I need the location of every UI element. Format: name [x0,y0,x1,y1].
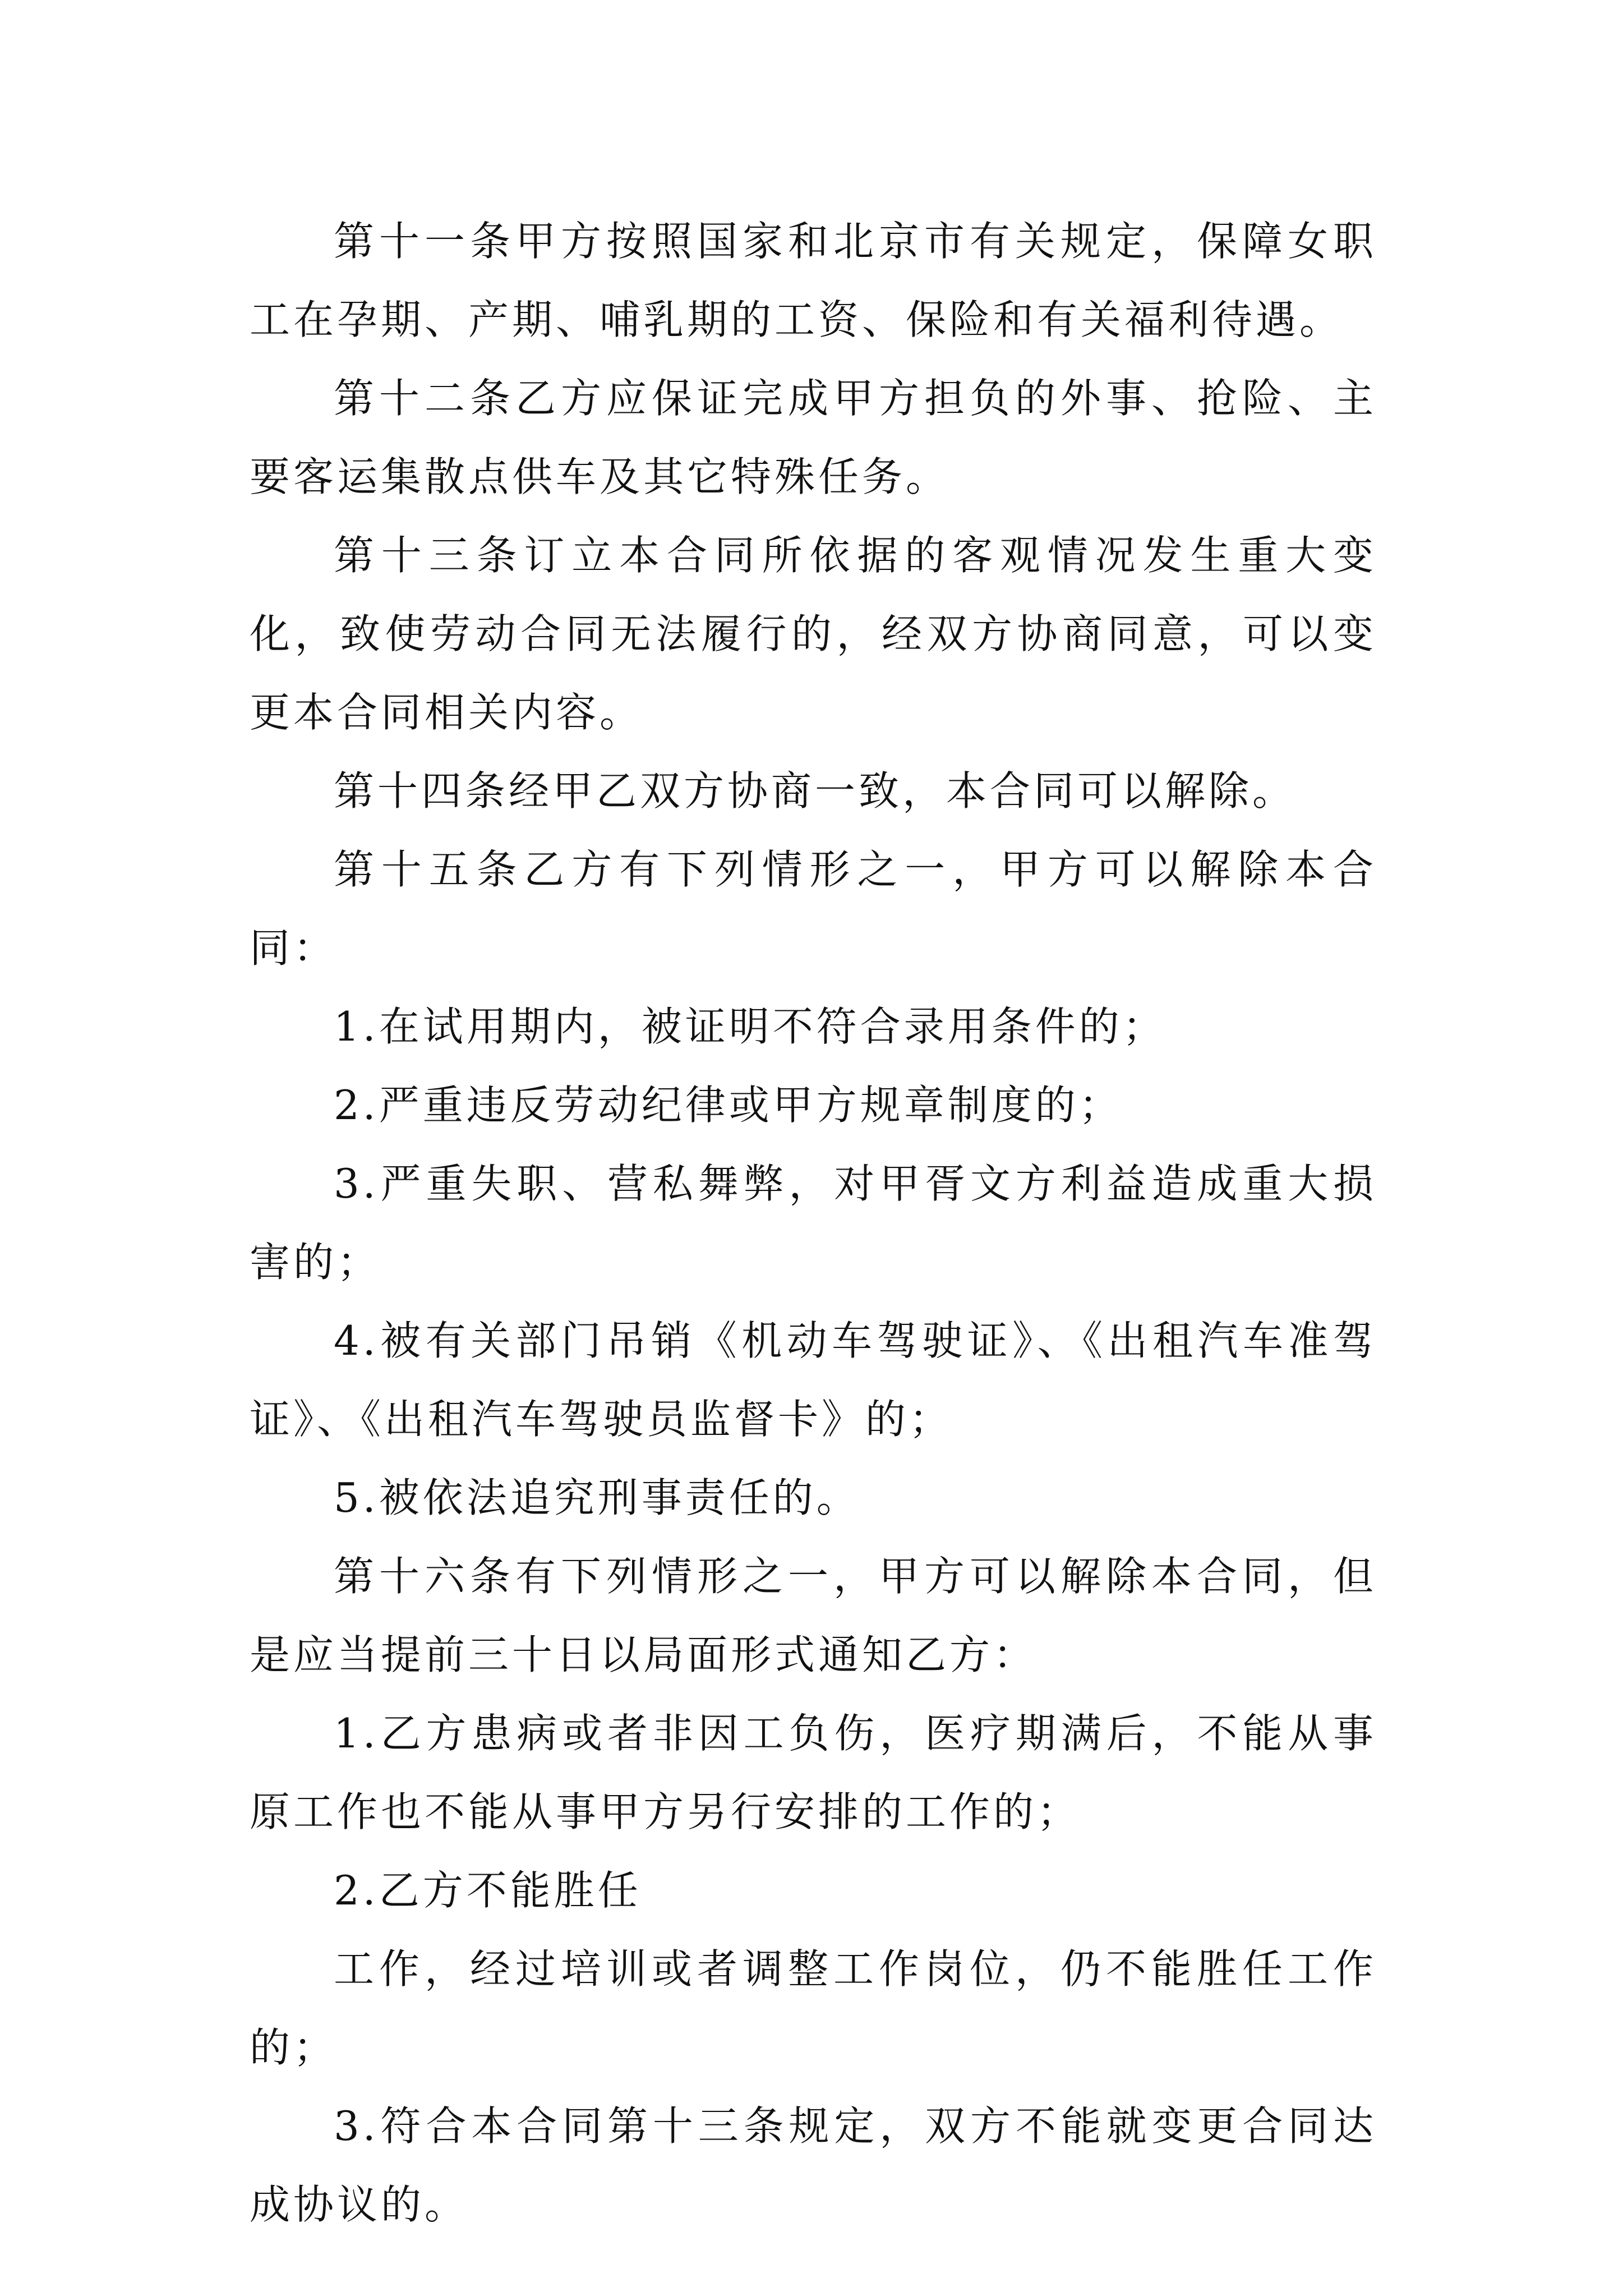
list-item-15-1: 1.在试用期内，被证明不符合录用条件的； [334,1003,1166,1050]
list-item-15-2: 2.严重违反劳动纪律或甲方规章制度的； [334,1082,1123,1129]
paragraph-article-13: 第十三条订立本合同所依据的客观情况发生重大变化，致使劳动合同无法履行的，经双方协商同意，可以变更本合同相关内容。 [250,532,1377,736]
document-body [250,202,1377,2244]
list-item-15-5: 5.被依法追究刑事责任的。 [334,1474,860,1521]
paragraph-article-15: 第十五条乙方有下列情形之一，甲方可以解除本合同： [250,846,1377,972]
paragraph-article-12: 第十二条乙方应保证完成甲方担负的外事、抢险、主要客运集散点供车及其它特殊任务。 [250,375,1377,500]
paragraph-article-16: 第十六条有下列情形之一，甲方可以解除本合同，但是应当提前三十日以局面形式通知乙方： [250,1553,1377,1678]
list-item-16-3: 3.符合本合同第十三条规定，双方不能就变更合同达成协议的。 [250,2102,1377,2228]
list-item-15-4: 4.被有关部门吊销《机动车驾驶证》、《出租汽车准驾证》、《出租汽车驾驶员监督卡》的； [250,1317,1377,1443]
paragraph-article-11: 第十一条甲方按照国家和北京市有关规定，保障女职工在孕期、产期、哺乳期的工资、保险和有关福利待遇。 [250,218,1377,343]
list-item-15-3: 3.严重失职、营私舞弊，对甲胥文方利益造成重大损害的； [250,1160,1377,1286]
list-item-16-1: 1.乙方患病或者非因工负伤，医疗期满后，不能从事原工作也不能从事甲方另行安排的工作的； [250,1710,1377,1835]
list-item-16-2: 2.乙方不能胜任 [334,1867,642,1914]
list-item-16-2-continued: 工作，经过培训或者调整工作岗位，仍不能胜任工作的； [250,1945,1377,2071]
paragraph-article-14: 第十四条经甲乙双方协商一致，本合同可以解除。 [334,767,1297,815]
